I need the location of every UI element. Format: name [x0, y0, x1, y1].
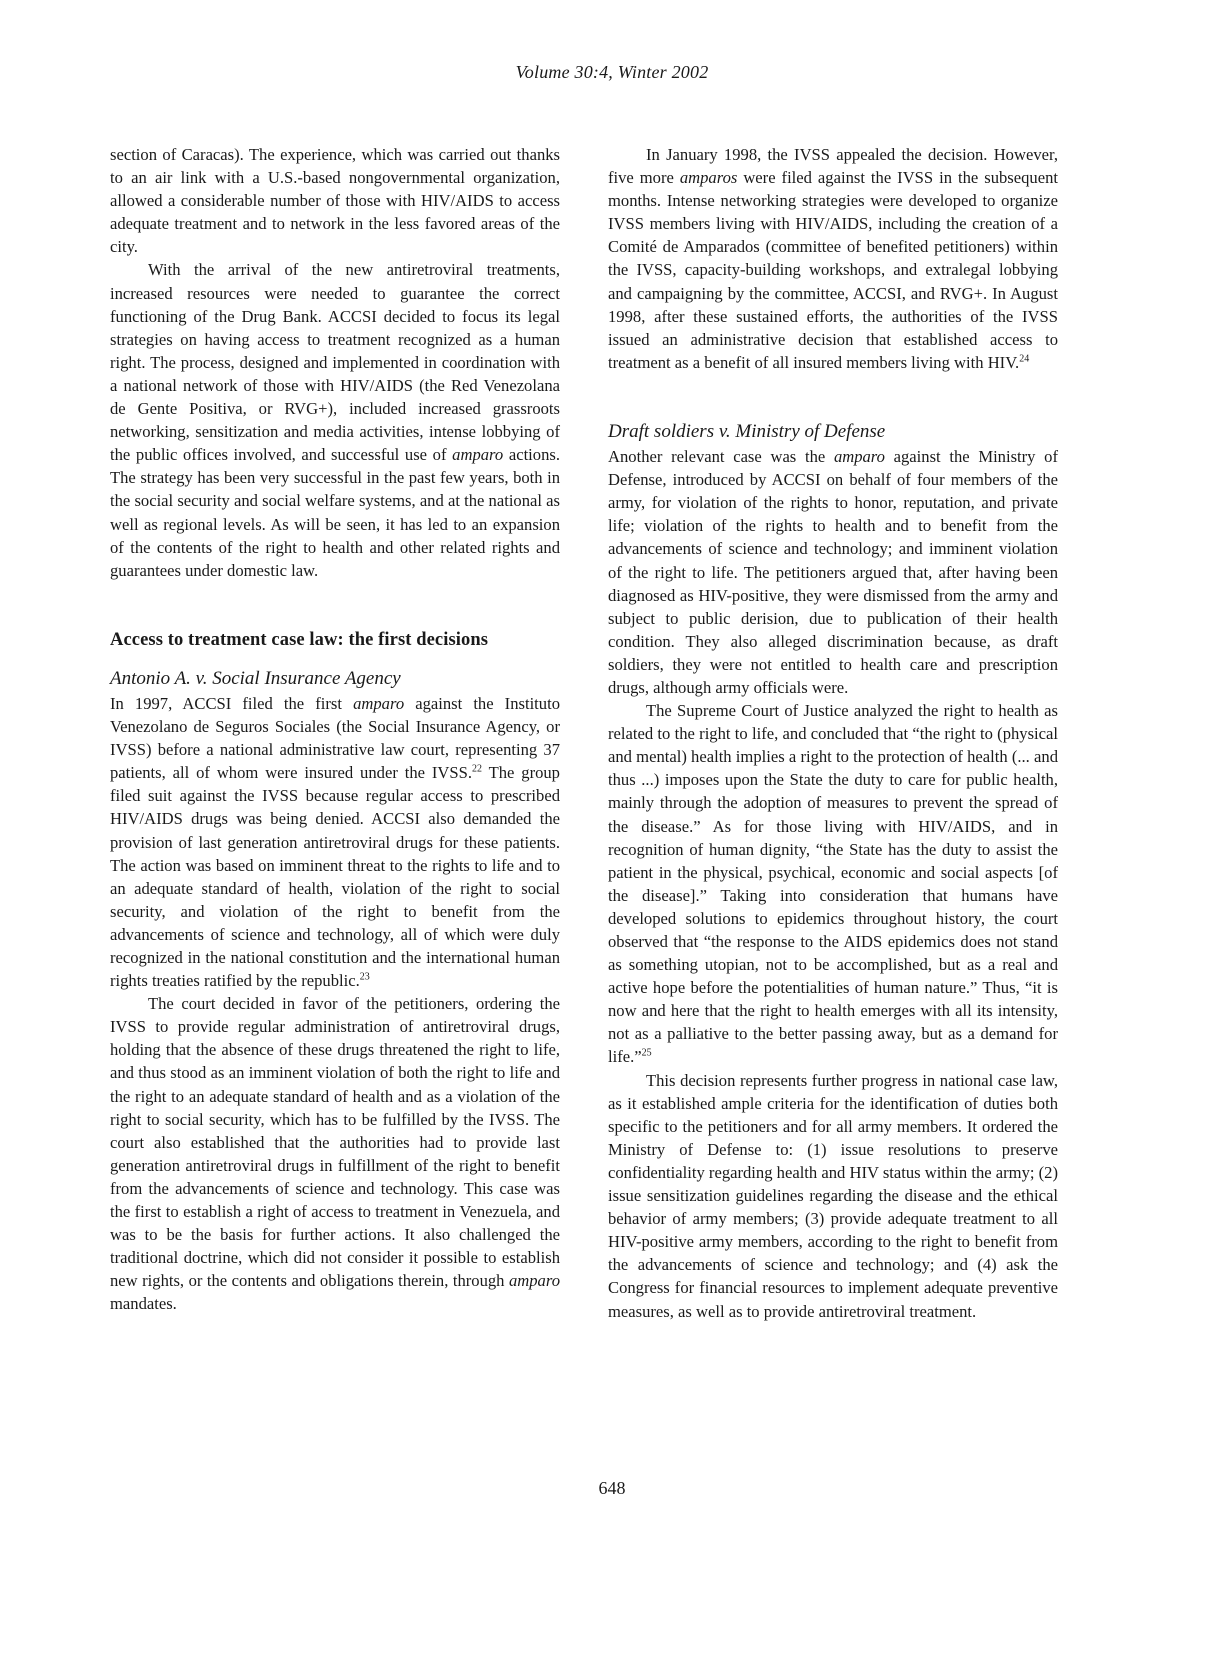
paragraph-text: In January 1998, the IVSS appealed the decision. However, five more [608, 145, 1058, 188]
case-subheading: Antonio A. v. Social Insurance Agency [110, 667, 401, 689]
paragraph-text: against the Ministry of Defense, introduced by ACCSI on behalf of four members of the army, for violation of the rights to honor, reputation, and private life; violation of the rights to health and to benefit from the advancements of science and technology; and imminent violation of the right to life. The petitioners argued that, after having been diagnosed as HIV-positive, they were dismissed from the army and subject to public derision, due to publication of their health condition. They also alleged discrimination because, as draft soldiers, they were not entitled to health care and prescription drugs, although army officials were. [608, 447, 1059, 697]
footnote-ref: 24 [1019, 353, 1030, 365]
case-subheading: Draft soldiers v. Ministry of Defense [608, 420, 886, 442]
emphasis: amparo [508, 1271, 560, 1291]
right-column [608, 143, 1058, 1323]
paragraph [608, 143, 1058, 374]
left-column [110, 143, 560, 1316]
paragraph: section of Caracas). The experience, which was carried out thanks to an air link with a U.S.-based nongovernmental organization, allowed a considerable number of those with HIV/AIDS to access adequate treatment and to network in the less favored areas of the city. [110, 145, 560, 257]
emphasis: amparos [679, 168, 738, 188]
paragraph-text: actions. The strategy has been very successful in the past few years, both in the social security and social welfare systems, and at the national as well as regional levels. As will be seen, it has led to an expansion of the contents of the right to health and other related rights and guarantees under domestic law. [110, 445, 560, 580]
paragraph-text: mandates. [110, 1294, 177, 1314]
paragraph [110, 692, 560, 992]
paragraph [608, 699, 1058, 1069]
paragraph: This decision represents further progress in national case law, as it established ample criteria for the identification of duties both specific to the petitioners and for all army members. It ordered the Ministry of Defense to: (1) issue resolutions to preserve confidentiality regarding health and HIV status within the army; (2) issue sensitization guidelines regarding the disease and the ethical behavior of army members; (3) provide adequate treatment to all HIV-positive army members, according to the right to benefit from the advancements of science and technology; and (4) ask the Congress for financial resources to implement adequate preventive measures, as well as to provide antiretroviral treatment. [608, 1070, 1058, 1321]
paragraph-text: Another relevant case was the [608, 447, 834, 467]
paragraph-text: The court decided in favor of the petitioners, ordering the IVSS to provide regular administration of antiretroviral drugs, holding that the absence of these drugs threatened the right to life, and thus stood as an imminent violation of both the right to life and the right to an adequate standard of health and as a violation of the right to social security, which has to be fulfilled by the IVSS. The court also established that the authorities had to provide last generation antiretroviral drugs in fulfillment of the right to benefit from the advancements of science and technology. This case was the first to establish a right of access to treatment in Venezuela, and was to be the basis for further actions. It also challenged the traditional doctrine, which did not consider it possible to establish new rights, or the contents and obligations therein, through [110, 994, 560, 1291]
paragraph-text: With the arrival of the new antiretroviral treatments, increased resources were needed to guarantee the correct functioning of the Drug Bank. ACCSI decided to focus its legal strategies on having access to treatment recognized as a human right. The process, designed and implemented in coordination with a national network of those with HIV/AIDS (the Red Venezolana de Gente Positiva, or RVG+), included increased grassroots networking, sensitization and media activities, intense lobbying of the public offices involved, and successful use of [110, 260, 560, 465]
footnote-ref: 22 [472, 763, 482, 775]
paragraph [608, 445, 1058, 699]
section-heading: Access to treatment case law: the first decisions [110, 629, 489, 650]
paragraph [110, 992, 560, 1315]
footnote-ref: 25 [641, 1047, 652, 1059]
paragraph [110, 258, 560, 581]
running-head: Volume 30:4, Winter 2002 [515, 62, 709, 82]
paragraph-text: The Supreme Court of Justice analyzed the right to health as related to the right to life, and concluded that “the right to (physical and mental) health implies a right to the protection of health (... and thus ...) imposes upon the State the duty to care for public health, mainly through the adoption of measures to prevent the spread of the disease.” As for those living with HIV/AIDS, and in recognition of human dignity, “the State has the duty to assist the patient in the physical, psychical, economic and social aspects [of the disease].” Taking into consideration that humans have developed solutions to epidemics throughout history, the court observed that “the response to the AIDS epidemics does not stand as something utopian, not to be accomplished, but as a real and active hope before the potentialities of human nature.” Thus, “it is now and here that the right to health emerges with all its intensity, not as a palliative to the better passing away, but as a demand for life.” [608, 701, 1058, 1067]
paragraph-text: against the Instituto Venezolano de Seguros Sociales (the Social Insurance Agency, or IVSS) before a national administrative law court, representing 37 patients, all of whom were insured under the IVSS. [110, 693, 560, 783]
paragraph-text: were filed against the IVSS in the subsequent months. Intense networking strategies were developed to organize IVSS members living with HIV/AIDS, including the creation of a Comité de Amparados (committee of benefited petitioners) within the IVSS, capacity-building workshops, and extralegal lobbying and campaigning by the committee, ACCSI, and RVG+. In August 1998, after these sustained efforts, the authorities of the IVSS issued an administrative decision that established access to treatment as a benefit of all insured members living with HIV. [608, 168, 1058, 372]
emphasis: amparo [452, 445, 504, 465]
paragraph-text: In 1997, ACCSI filed the first [110, 693, 354, 713]
emphasis: amparo [833, 447, 885, 467]
footnote-ref: 23 [359, 971, 370, 983]
emphasis: amparo [353, 693, 405, 713]
paragraph-text: The group filed suit against the IVSS because regular access to prescribed HIV/AIDS drugs was being denied. ACCSI also demanded the provision of last generation antiretroviral drugs for these patients. The action was based on imminent threat to the rights to life and to an adequate standard of health, violation of the right to social security, and violation of the right to benefit from the advancements of science and technology, all of which were duly recognized in the national constitution and the international human rights treaties ratified by the republic. [110, 763, 560, 991]
page-number: 648 [598, 1478, 626, 1498]
